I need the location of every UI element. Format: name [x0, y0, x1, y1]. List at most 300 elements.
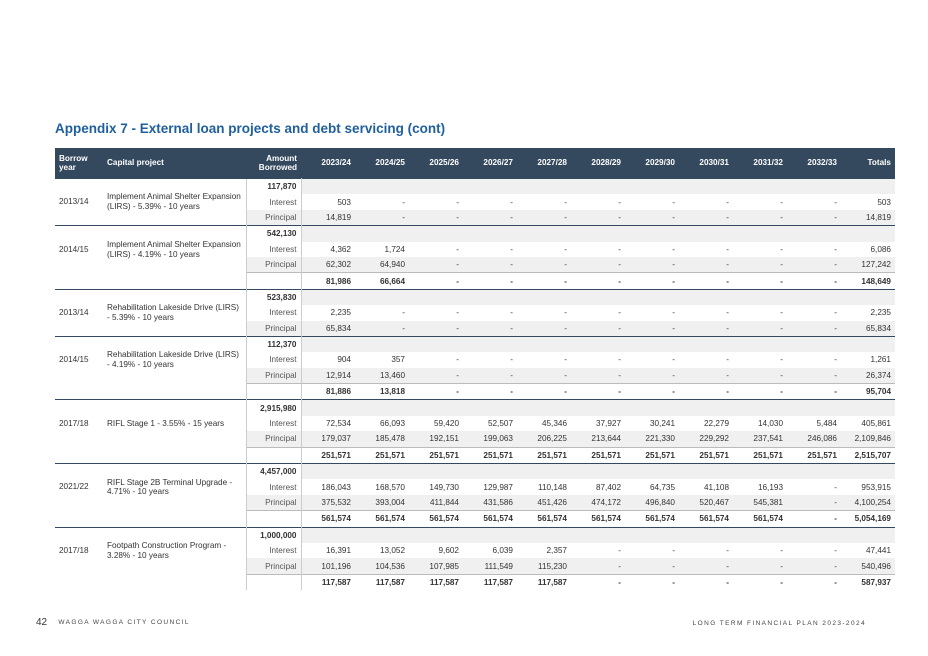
empty-cell — [463, 336, 517, 352]
value-cell: 16,391 — [325, 546, 351, 556]
empty-cell — [55, 511, 246, 527]
empty-cell — [679, 464, 733, 480]
value-cell: - — [517, 210, 571, 226]
empty-cell — [625, 179, 679, 195]
total-value-cell: 251,571 — [463, 447, 517, 463]
capital-project-cell: RIFL Stage 2B Terminal Upgrade - 4.71% - 10 years — [103, 464, 246, 511]
value-cell: 2,357 — [546, 546, 567, 556]
value-cell: - — [456, 308, 459, 318]
empty-cell — [246, 574, 301, 590]
empty-cell — [679, 179, 733, 195]
total-value-cell: 561,574 — [301, 511, 355, 527]
value-cell: 496,840 — [625, 495, 679, 511]
value-cell: - — [787, 495, 841, 511]
value-cell: 22,279 — [703, 419, 729, 429]
value-cell: 41,108 — [703, 482, 729, 492]
empty-cell — [463, 226, 517, 242]
table-row-total — [55, 574, 895, 590]
value-cell: - — [834, 546, 837, 556]
page-number: 42 — [36, 617, 48, 628]
empty-cell — [733, 336, 787, 352]
capital-project-cell: RIFL Stage 1 - 3.55% - 15 years — [103, 400, 246, 447]
value-cell: 357 — [391, 355, 405, 365]
header-year: 2028/29 — [571, 148, 625, 179]
value-cell: 101,196 — [301, 558, 355, 574]
value-cell: - — [402, 308, 405, 318]
empty-cell — [625, 527, 679, 543]
row-label-interest: Interest — [246, 352, 301, 367]
value-cell: - — [726, 546, 729, 556]
header-year: 2024/25 — [355, 148, 409, 179]
value-cell: - — [625, 210, 679, 226]
total-value-cell: 251,571 — [571, 447, 625, 463]
value-cell: 6,039 — [492, 546, 513, 556]
grand-total-cell: 148,649 — [841, 273, 895, 289]
empty-cell — [841, 226, 895, 242]
empty-cell — [355, 464, 409, 480]
value-cell: - — [625, 368, 679, 384]
value-cell: 45,346 — [541, 419, 567, 429]
header-year: 2031/32 — [733, 148, 787, 179]
total-value-cell: - — [787, 511, 841, 527]
grand-total-cell: 95,704 — [841, 384, 895, 400]
amount-borrowed-cell: 4,457,000 — [246, 464, 301, 480]
empty-cell — [301, 179, 355, 195]
value-cell: 52,507 — [487, 419, 513, 429]
borrow-year-cell: 2021/22 — [55, 464, 103, 511]
empty-cell — [733, 226, 787, 242]
total-value-cell: - — [409, 384, 463, 400]
empty-cell — [517, 179, 571, 195]
value-cell: - — [625, 321, 679, 337]
value-cell: - — [679, 210, 733, 226]
value-cell: - — [571, 558, 625, 574]
value-cell: - — [733, 210, 787, 226]
grand-total-cell: 587,937 — [841, 574, 895, 590]
header-year: 2032/33 — [787, 148, 841, 179]
empty-cell — [787, 464, 841, 480]
total-value-cell: 561,574 — [463, 511, 517, 527]
value-cell: - — [571, 210, 625, 226]
value-cell: - — [409, 321, 463, 337]
value-cell: - — [618, 244, 621, 254]
value-cell: - — [618, 197, 621, 207]
value-cell: - — [517, 321, 571, 337]
value-cell: 9,602 — [438, 546, 459, 556]
amount-borrowed-cell: 2,915,980 — [246, 400, 301, 416]
total-value-cell: 251,571 — [625, 447, 679, 463]
total-cell: 503 — [877, 197, 891, 207]
value-cell: 179,037 — [301, 431, 355, 447]
total-value-cell: - — [463, 384, 517, 400]
value-cell: - — [409, 368, 463, 384]
value-cell: - — [787, 558, 841, 574]
value-cell: 13,460 — [355, 368, 409, 384]
value-cell: 64,735 — [649, 482, 675, 492]
value-cell: - — [679, 321, 733, 337]
value-cell: - — [571, 368, 625, 384]
total-value-cell: - — [463, 273, 517, 289]
value-cell: - — [834, 244, 837, 254]
value-cell: 30,241 — [649, 419, 675, 429]
value-cell: - — [618, 355, 621, 365]
table-row-total — [55, 511, 895, 527]
borrow-year-cell: 2017/18 — [55, 400, 103, 447]
value-cell: 2,235 — [330, 308, 351, 318]
value-cell: - — [463, 321, 517, 337]
value-cell: - — [571, 257, 625, 273]
total-value-cell: 561,574 — [409, 511, 463, 527]
value-cell: - — [726, 197, 729, 207]
value-cell: - — [564, 244, 567, 254]
value-cell: 37,927 — [595, 419, 621, 429]
table-row-total — [55, 384, 895, 400]
empty-cell — [787, 336, 841, 352]
empty-cell — [55, 384, 246, 400]
value-cell: 904 — [337, 355, 351, 365]
footer-document-title: LONG TERM FINANCIAL PLAN 2023-2024 — [692, 620, 866, 627]
total-value-cell: - — [679, 384, 733, 400]
table-row-amount — [55, 527, 895, 543]
total-value-cell: 251,571 — [787, 447, 841, 463]
amount-borrowed-cell: 1,000,000 — [246, 527, 301, 543]
empty-cell — [409, 289, 463, 305]
value-cell: - — [726, 244, 729, 254]
value-cell: 451,426 — [517, 495, 571, 511]
value-cell: - — [517, 257, 571, 273]
total-value-cell: - — [625, 574, 679, 590]
total-cell: 6,086 — [870, 244, 891, 254]
empty-cell — [355, 400, 409, 416]
total-value-cell: 251,571 — [409, 447, 463, 463]
row-label-principal: Principal — [246, 321, 301, 337]
value-cell: - — [780, 197, 783, 207]
value-cell: - — [672, 546, 675, 556]
empty-cell — [517, 226, 571, 242]
header-year: 2029/30 — [625, 148, 679, 179]
empty-cell — [246, 273, 301, 289]
table-row-amount — [55, 289, 895, 305]
total-value-cell: 251,571 — [679, 447, 733, 463]
borrow-year-cell: 2017/18 — [55, 527, 103, 574]
value-cell: - — [402, 197, 405, 207]
row-label-principal: Principal — [246, 257, 301, 273]
total-value-cell: 117,587 — [517, 574, 571, 590]
empty-cell — [301, 527, 355, 543]
empty-cell — [409, 527, 463, 543]
value-cell: - — [787, 368, 841, 384]
value-cell: 12,914 — [301, 368, 355, 384]
value-cell: 13,052 — [379, 546, 405, 556]
total-value-cell: 117,587 — [301, 574, 355, 590]
empty-cell — [463, 289, 517, 305]
value-cell: - — [625, 558, 679, 574]
value-cell: - — [834, 308, 837, 318]
total-value-cell: - — [733, 273, 787, 289]
value-cell: - — [780, 308, 783, 318]
value-cell: 72,534 — [325, 419, 351, 429]
empty-cell — [733, 289, 787, 305]
value-cell: 393,004 — [355, 495, 409, 511]
value-cell: 87,402 — [595, 482, 621, 492]
empty-cell — [787, 226, 841, 242]
amount-borrowed-cell: 112,370 — [246, 336, 301, 352]
table-row-amount — [55, 336, 895, 352]
value-cell: - — [672, 197, 675, 207]
empty-cell — [841, 464, 895, 480]
value-cell: - — [733, 321, 787, 337]
empty-cell — [787, 179, 841, 195]
empty-cell — [787, 527, 841, 543]
page-footer — [36, 617, 866, 628]
empty-cell — [841, 289, 895, 305]
table-row-total — [55, 273, 895, 289]
empty-cell — [301, 226, 355, 242]
empty-cell — [517, 527, 571, 543]
value-cell: - — [780, 244, 783, 254]
value-cell: 104,536 — [355, 558, 409, 574]
value-cell: - — [780, 355, 783, 365]
empty-cell — [355, 226, 409, 242]
value-cell: 14,030 — [757, 419, 783, 429]
value-cell: - — [733, 257, 787, 273]
empty-cell — [571, 226, 625, 242]
value-cell: 107,985 — [409, 558, 463, 574]
empty-cell — [787, 289, 841, 305]
total-value-cell: - — [517, 384, 571, 400]
borrow-year-cell: 2013/14 — [55, 289, 103, 336]
empty-cell — [733, 464, 787, 480]
capital-project-cell: Implement Animal Shelter Expansion (LIRS) - 5.39% - 10 years — [103, 179, 246, 226]
value-cell: - — [834, 355, 837, 365]
table-row-amount — [55, 179, 895, 195]
value-cell: - — [564, 197, 567, 207]
borrow-year-cell: 2013/14 — [55, 179, 103, 226]
empty-cell — [625, 464, 679, 480]
value-cell: - — [787, 257, 841, 273]
table-row-amount — [55, 226, 895, 242]
empty-cell — [841, 336, 895, 352]
value-cell: 545,381 — [733, 495, 787, 511]
header-totals: Totals — [841, 148, 895, 179]
value-cell: 5,484 — [816, 419, 837, 429]
total-value-cell: 81,986 — [301, 273, 355, 289]
row-label-principal: Principal — [246, 210, 301, 226]
total-cell: 127,242 — [841, 257, 895, 273]
total-value-cell: 251,571 — [733, 447, 787, 463]
total-cell: 540,496 — [841, 558, 895, 574]
row-label-interest: Interest — [246, 543, 301, 558]
borrow-year-cell: 2014/15 — [55, 336, 103, 383]
value-cell: - — [463, 257, 517, 273]
row-label-interest: Interest — [246, 479, 301, 494]
value-cell: - — [510, 244, 513, 254]
empty-cell — [355, 179, 409, 195]
row-label-interest: Interest — [246, 194, 301, 209]
empty-cell — [733, 527, 787, 543]
total-cell: 2,235 — [870, 308, 891, 318]
value-cell: - — [780, 546, 783, 556]
value-cell: - — [409, 210, 463, 226]
total-cell: 14,819 — [841, 210, 895, 226]
empty-cell — [409, 336, 463, 352]
empty-cell — [55, 273, 246, 289]
value-cell: - — [834, 197, 837, 207]
capital-project-cell: Implement Animal Shelter Expansion (LIRS) - 4.19% - 10 years — [103, 226, 246, 273]
value-cell: - — [456, 244, 459, 254]
capital-project-cell: Footpath Construction Program - 3.28% - 10 years — [103, 527, 246, 574]
value-cell: 62,302 — [301, 257, 355, 273]
empty-cell — [517, 289, 571, 305]
total-value-cell: 561,574 — [733, 511, 787, 527]
total-cell: 2,109,846 — [841, 431, 895, 447]
value-cell: - — [726, 308, 729, 318]
value-cell: - — [672, 355, 675, 365]
value-cell: - — [672, 244, 675, 254]
total-value-cell: 117,587 — [409, 574, 463, 590]
total-value-cell: - — [625, 384, 679, 400]
value-cell: 110,148 — [538, 482, 567, 492]
empty-cell — [409, 464, 463, 480]
value-cell: 192,151 — [409, 431, 463, 447]
value-cell: - — [679, 558, 733, 574]
total-value-cell: - — [679, 273, 733, 289]
total-value-cell: - — [787, 384, 841, 400]
total-value-cell: - — [679, 574, 733, 590]
value-cell: 186,043 — [321, 482, 351, 492]
value-cell: - — [456, 355, 459, 365]
value-cell: 16,193 — [757, 482, 783, 492]
value-cell: 520,467 — [679, 495, 733, 511]
value-cell: - — [672, 308, 675, 318]
value-cell: - — [625, 257, 679, 273]
empty-cell — [517, 336, 571, 352]
amount-borrowed-cell: 117,870 — [246, 179, 301, 195]
total-value-cell: 561,574 — [571, 511, 625, 527]
header-year: 2023/24 — [301, 148, 355, 179]
row-label-interest: Interest — [246, 416, 301, 431]
value-cell: 213,644 — [571, 431, 625, 447]
capital-project-cell: Rehabilitation Lakeside Drive (LIRS) - 4.19% - 10 years — [103, 336, 246, 383]
value-cell: 185,478 — [355, 431, 409, 447]
empty-cell — [625, 336, 679, 352]
total-value-cell: 251,571 — [355, 447, 409, 463]
total-cell: 405,861 — [861, 419, 891, 429]
header-amount-borrowed: Amount Borrowed — [246, 148, 301, 179]
value-cell: 199,063 — [463, 431, 517, 447]
total-value-cell: 561,574 — [625, 511, 679, 527]
empty-cell — [517, 400, 571, 416]
total-value-cell: 561,574 — [517, 511, 571, 527]
table-row-amount — [55, 400, 895, 416]
empty-cell — [246, 447, 301, 463]
row-label-interest: Interest — [246, 242, 301, 257]
value-cell: - — [510, 355, 513, 365]
total-value-cell: 117,587 — [463, 574, 517, 590]
empty-cell — [733, 400, 787, 416]
value-cell: - — [409, 257, 463, 273]
capital-project-cell: Rehabilitation Lakeside Drive (LIRS) - 5.39% - 10 years — [103, 289, 246, 336]
value-cell: - — [463, 368, 517, 384]
value-cell: 474,172 — [571, 495, 625, 511]
total-cell: 4,100,254 — [841, 495, 895, 511]
table-row-total — [55, 447, 895, 463]
total-value-cell: 251,571 — [517, 447, 571, 463]
empty-cell — [787, 400, 841, 416]
empty-cell — [463, 179, 517, 195]
total-cell: 953,915 — [861, 482, 891, 492]
total-value-cell: - — [517, 273, 571, 289]
empty-cell — [625, 289, 679, 305]
value-cell: - — [787, 321, 841, 337]
footer-organisation: WAGGA WAGGA CITY COUNCIL — [58, 619, 190, 626]
value-cell: - — [355, 321, 409, 337]
value-cell: 129,987 — [483, 482, 513, 492]
amount-borrowed-cell: 542,130 — [246, 226, 301, 242]
value-cell: 229,292 — [679, 431, 733, 447]
value-cell: 64,940 — [355, 257, 409, 273]
value-cell: 59,420 — [433, 419, 459, 429]
empty-cell — [463, 400, 517, 416]
empty-cell — [463, 527, 517, 543]
header-borrow-year: Borrow year — [55, 148, 103, 179]
value-cell: - — [733, 368, 787, 384]
value-cell: - — [564, 308, 567, 318]
value-cell: - — [679, 368, 733, 384]
empty-cell — [301, 289, 355, 305]
total-value-cell: - — [571, 574, 625, 590]
empty-cell — [517, 464, 571, 480]
empty-cell — [571, 527, 625, 543]
empty-cell — [55, 447, 246, 463]
value-cell: 411,844 — [409, 495, 463, 511]
value-cell: - — [517, 368, 571, 384]
empty-cell — [246, 511, 301, 527]
empty-cell — [733, 179, 787, 195]
total-value-cell: - — [787, 273, 841, 289]
value-cell: 4,362 — [330, 244, 351, 254]
borrow-year-cell: 2014/15 — [55, 226, 103, 273]
empty-cell — [355, 336, 409, 352]
value-cell: 168,570 — [375, 482, 405, 492]
total-cell: 65,834 — [841, 321, 895, 337]
header-year: 2026/27 — [463, 148, 517, 179]
value-cell: 14,819 — [301, 210, 355, 226]
empty-cell — [841, 400, 895, 416]
empty-cell — [679, 336, 733, 352]
empty-cell — [301, 400, 355, 416]
loan-table-body — [55, 179, 895, 591]
value-cell: 375,532 — [301, 495, 355, 511]
header-year: 2025/26 — [409, 148, 463, 179]
total-cell: 26,374 — [841, 368, 895, 384]
row-label-interest: Interest — [246, 305, 301, 320]
value-cell: 115,230 — [517, 558, 571, 574]
value-cell: - — [463, 210, 517, 226]
header-year: 2027/28 — [517, 148, 571, 179]
value-cell: - — [510, 197, 513, 207]
value-cell: 65,834 — [301, 321, 355, 337]
total-value-cell: 66,664 — [355, 273, 409, 289]
empty-cell — [55, 574, 246, 590]
empty-cell — [409, 226, 463, 242]
value-cell: 206,225 — [517, 431, 571, 447]
value-cell: - — [564, 355, 567, 365]
value-cell: 431,586 — [463, 495, 517, 511]
grand-total-cell: 2,515,707 — [841, 447, 895, 463]
empty-cell — [625, 400, 679, 416]
total-value-cell: 81,886 — [301, 384, 355, 400]
